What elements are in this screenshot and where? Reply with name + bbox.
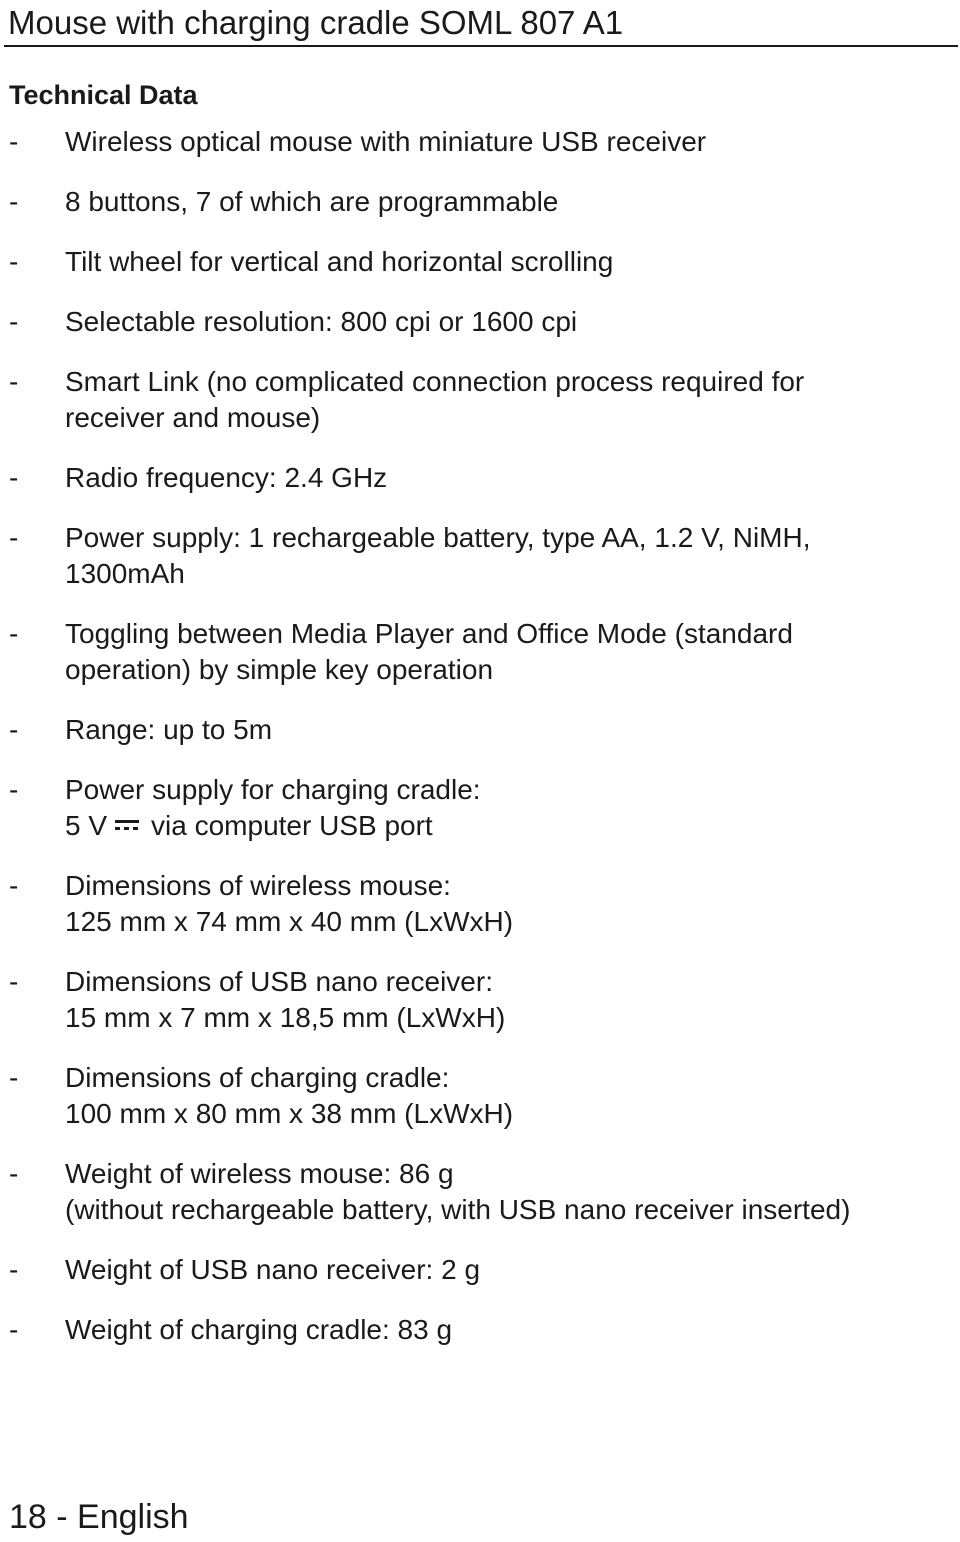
- spec-text: Power supply for charging cradle:: [65, 774, 481, 805]
- spec-text-continued: operation) by simple key operation: [65, 654, 494, 685]
- spec-text: Weight of charging cradle: 83 g: [65, 1314, 453, 1345]
- voltage-source: via computer USB port: [151, 810, 433, 841]
- spec-item: [0, 304, 960, 340]
- spec-item: [0, 1060, 960, 1132]
- spec-text-continued: (without rechargeable battery, with USB nano receiver inserted): [65, 1194, 851, 1225]
- spec-item: [0, 1156, 960, 1228]
- bullet-dash: -: [9, 1062, 19, 1093]
- title-divider: [4, 45, 958, 47]
- bullet-dash: -: [9, 126, 19, 157]
- spec-item: [0, 184, 960, 220]
- bullet-dash: -: [9, 186, 19, 217]
- page-title: Mouse with charging cradle SOML 807 A1: [8, 4, 624, 41]
- bullet-dash: -: [9, 522, 19, 553]
- bullet-dash: -: [9, 462, 19, 493]
- dc-current-icon: [113, 819, 143, 833]
- spec-text: 8 buttons, 7 of which are programmable: [65, 186, 559, 217]
- bullet-dash: -: [9, 306, 19, 337]
- bullet-dash: -: [9, 870, 19, 901]
- spec-list: [0, 124, 960, 1372]
- bullet-dash: -: [9, 966, 19, 997]
- spec-text: Power supply: 1 rechargeable battery, type AA, 1.2 V, NiMH,: [65, 522, 811, 553]
- bullet-dash: -: [9, 366, 19, 397]
- voltage-value: 5 V: [65, 810, 108, 841]
- spec-item: [0, 124, 960, 160]
- spec-text-continued: 100 mm x 80 mm x 38 mm (LxWxH): [65, 1098, 514, 1129]
- spec-item: [0, 772, 960, 844]
- spec-item: [0, 616, 960, 688]
- spec-text: Toggling between Media Player and Office Mode (standard: [65, 618, 793, 649]
- spec-text-continued: 15 mm x 7 mm x 18,5 mm (LxWxH): [65, 1002, 506, 1033]
- spec-item: [0, 364, 960, 436]
- bullet-dash: -: [9, 1254, 19, 1285]
- spec-text-continued: receiver and mouse): [65, 402, 321, 433]
- spec-item: [0, 460, 960, 496]
- spec-text: Range: up to 5m: [65, 714, 273, 745]
- spec-text: Selectable resolution: 800 cpi or 1600 cpi: [65, 306, 578, 337]
- spec-item: [0, 1312, 960, 1348]
- spec-item: [0, 964, 960, 1036]
- spec-text: Smart Link (no complicated connection process required for: [65, 366, 805, 397]
- spec-item: [0, 712, 960, 748]
- spec-text-continued: [65, 808, 960, 844]
- bullet-dash: -: [9, 246, 19, 277]
- spec-item: [0, 1252, 960, 1288]
- spec-text: Tilt wheel for vertical and horizontal scrolling: [65, 246, 614, 277]
- spec-item: [0, 520, 960, 592]
- spec-text: Dimensions of charging cradle:: [65, 1062, 450, 1093]
- bullet-dash: -: [9, 1314, 19, 1345]
- spec-item: [0, 244, 960, 280]
- spec-text: Weight of wireless mouse: 86 g: [65, 1158, 454, 1189]
- spec-text: Dimensions of wireless mouse:: [65, 870, 451, 901]
- spec-text-continued: 125 mm x 74 mm x 40 mm (LxWxH): [65, 906, 514, 937]
- bullet-dash: -: [9, 774, 19, 805]
- spec-text: Weight of USB nano receiver: 2 g: [65, 1254, 481, 1285]
- spec-text: Wireless optical mouse with miniature USB receiver: [65, 126, 707, 157]
- bullet-dash: -: [9, 618, 19, 649]
- page-footer: 18 - English: [9, 1498, 189, 1536]
- spec-text: Dimensions of USB nano receiver:: [65, 966, 493, 997]
- section-heading: Technical Data: [9, 80, 198, 110]
- bullet-dash: -: [9, 1158, 19, 1189]
- spec-item: [0, 868, 960, 940]
- spec-text: Radio frequency: 2.4 GHz: [65, 462, 388, 493]
- bullet-dash: -: [9, 714, 19, 745]
- spec-text-continued: 1300mAh: [65, 558, 185, 589]
